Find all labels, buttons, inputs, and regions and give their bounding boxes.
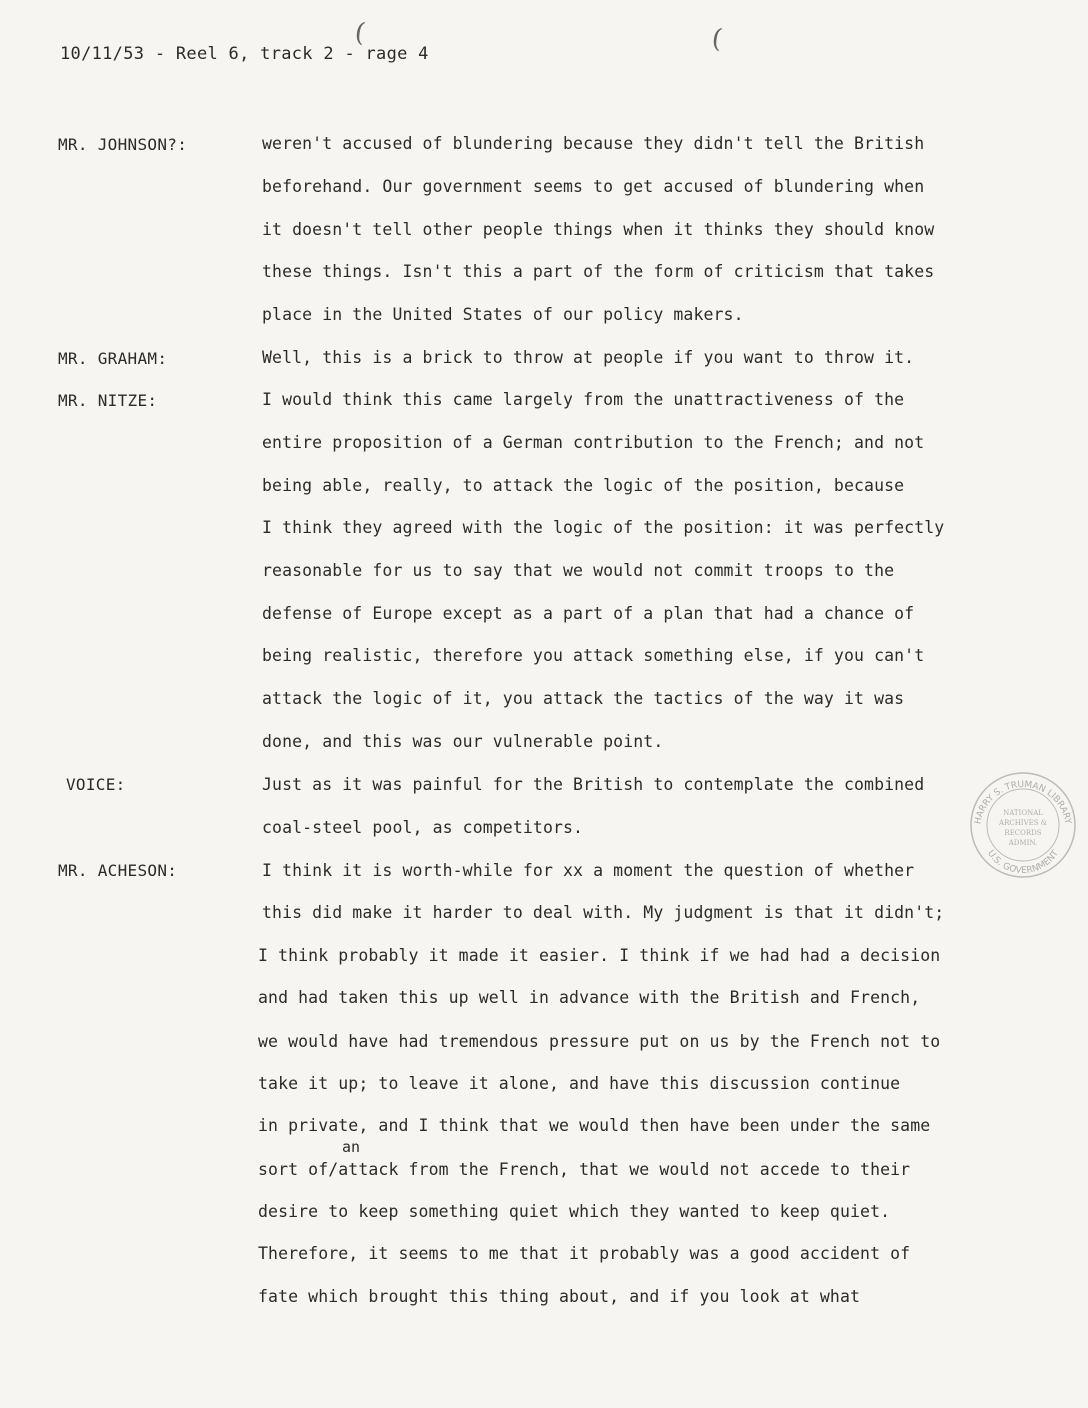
- library-stamp: [968, 770, 1078, 880]
- text-line: in private, and I think that we would then have been under the same: [258, 1116, 931, 1135]
- text-line: sort of/attack from the French, that we would not accede to their: [258, 1160, 911, 1179]
- pencil-mark-2: (: [709, 23, 725, 55]
- text-line: reasonable for us to say that we would not commit troops to the: [262, 561, 895, 580]
- text-line: beforehand. Our government seems to get accused of blundering when: [262, 177, 925, 196]
- text-line: defense of Europe except as a part of a plan that had a chance of: [262, 604, 915, 623]
- text-line: being able, really, to attack the logic of the position, because: [262, 476, 905, 495]
- text-line: Therefore, it seems to me that it probably was a good accident of: [258, 1244, 911, 1263]
- svg-text:U.S. GOVERNMENT: [985, 848, 1061, 876]
- interlinear-insertion: an: [342, 1138, 361, 1156]
- text-line: weren't accused of blundering because they didn't tell the British: [262, 134, 925, 153]
- stamp-ring-top: HARRY S. TRUMAN LIBRARY: [973, 779, 1073, 826]
- text-line: I think probably it made it easier. I think if we had had a decision: [258, 946, 941, 965]
- stamp-ring-bottom: U.S. GOVERNMENT: [985, 848, 1061, 877]
- text-line: these things. Isn't this a part of the form of criticism that takes: [262, 262, 935, 281]
- text-line: place in the United States of our policy makers.: [262, 305, 744, 324]
- stamp-center-line: ADMIN.: [1008, 839, 1038, 847]
- pencil-mark-1: (: [352, 17, 368, 49]
- text-line: coal-steel pool, as competitors.: [262, 818, 584, 837]
- speaker-johnson: MR. JOHNSON?:: [58, 135, 188, 154]
- text-line: it doesn't tell other people things when it thinks they should know: [262, 220, 935, 239]
- speaker-acheson: MR. ACHESON:: [58, 861, 178, 880]
- stamp-center-line: RECORDS: [1004, 829, 1042, 837]
- text-line: and had taken this up well in advance with the British and French,: [258, 988, 921, 1007]
- speaker-nitze: MR. NITZE:: [58, 391, 158, 410]
- text-line: I would think this came largely from the unattractiveness of the: [262, 390, 905, 409]
- speaker-graham: MR. GRAHAM:: [58, 349, 168, 368]
- speaker-voice: VOICE:: [66, 775, 126, 794]
- text-line: take it up; to leave it alone, and have this discussion continue: [258, 1074, 901, 1093]
- page-header: 10/11/53 - Reel 6, track 2 - rage 4: [60, 44, 429, 64]
- text-line: Well, this is a brick to throw at people if you want to throw it.: [262, 348, 915, 367]
- text-line: this did make it harder to deal with. My judgment is that it didn't;: [262, 903, 945, 922]
- text-line: I think it is worth-while for xx a moment the question of whether: [262, 861, 915, 880]
- stamp-center-line: NATIONAL: [1003, 809, 1043, 817]
- text-line: entire proposition of a German contribution to the French; and not: [262, 433, 925, 452]
- text-line: we would have had tremendous pressure put on us by the French not to: [258, 1032, 941, 1051]
- text-line: done, and this was our vulnerable point.: [262, 732, 664, 751]
- text-line: desire to keep something quiet which they wanted to keep quiet.: [258, 1202, 891, 1221]
- text-line: being realistic, therefore you attack something else, if you can't: [262, 646, 925, 665]
- text-line: I think they agreed with the logic of the position: it was perfectly: [262, 518, 945, 537]
- stamp-center-line: ARCHIVES &: [999, 819, 1047, 827]
- text-line: attack the logic of it, you attack the tactics of the way it was: [262, 689, 905, 708]
- text-line: fate which brought this thing about, and if you look at what: [258, 1287, 861, 1306]
- text-line: Just as it was painful for the British to contemplate the combined: [262, 775, 925, 794]
